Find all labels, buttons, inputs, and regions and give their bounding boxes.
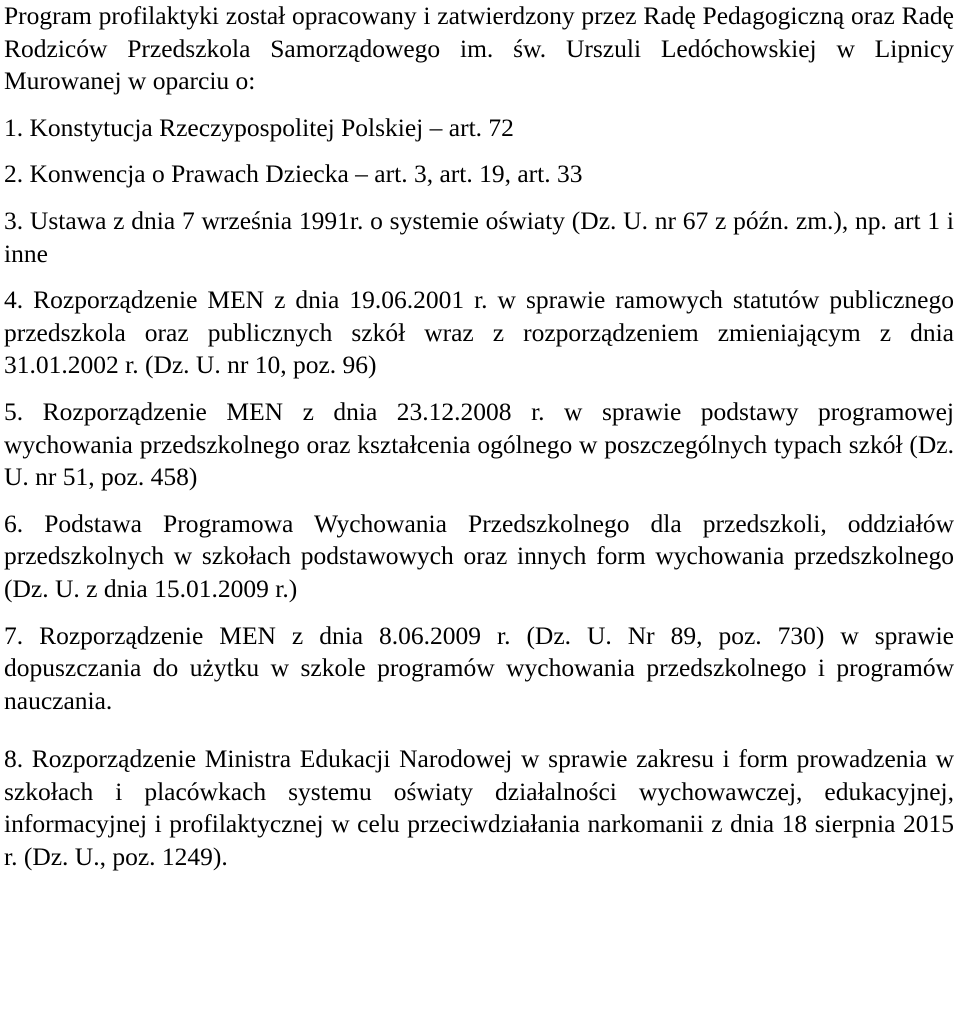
intro-paragraph: Program profilaktyki został opracowany i zatwierdzony przez Radę Pedagogiczną oraz Radę Rodziców Przedszkola Samorządowego im. św. Urszuli Ledóchowskiej w Lipnicy Murowanej w oparciu o: [4, 1, 954, 96]
list-item-4: 4. Rozporządzenie MEN z dnia 19.06.2001 r. w sprawie ramowych statutów publicznego przedszkola oraz publicznych szkół wraz z rozporządzeniem zmieniającym z dnia 31.01.2002 r. (Dz. U. nr 10, poz. 96) [4, 285, 954, 380]
list-item-5: 5. Rozporządzenie MEN z dnia 23.12.2008 r. w sprawie podstawy programowej wychowania przedszkolnego oraz kształcenia ogólnego w poszczególnych typach szkół (Dz. U. nr 51, poz. 458) [4, 396, 954, 492]
legal-basis-list [4, 112, 954, 874]
list-item-8: 8. Rozporządzenie Ministra Edukacji Narodowej w sprawie zakresu i form prowadzenia w szkołach i placówkach systemu oświaty działalności wychowawczej, edukacyjnej, informacyjnej i profilaktycznej w celu przeciwdziałania narkomanii z dnia 18 sierpnia 2015 r. (Dz. U., poz. 1249). [4, 744, 954, 872]
list-item-1: 1. Konstytucja Rzeczypospolitej Polskiej – art. 72 [4, 112, 514, 142]
list-item-6: 6. Podstawa Programowa Wychowania Przedszkolnego dla przedszkoli, oddziałów przedszkolnych w szkołach podstawowych oraz innych form wychowania przedszkolnego (Dz. U. z dnia 15.01.2009 r.) [4, 508, 954, 603]
list-item-3: 3. Ustawa z dnia 7 września 1991r. o systemie oświaty (Dz. U. nr 67 z późn. zm.), np. art 1 i inne [4, 205, 954, 268]
list-item-2: 2. Konwencja o Prawach Dziecka – art. 3, art. 19, art. 33 [4, 159, 583, 189]
list-item-7: 7. Rozporządzenie MEN z dnia 8.06.2009 r. (Dz. U. Nr 89, poz. 730) w sprawie dopuszczania do użytku w szkole programów wychowania przedszkolnego i programów nauczania. [4, 620, 954, 715]
